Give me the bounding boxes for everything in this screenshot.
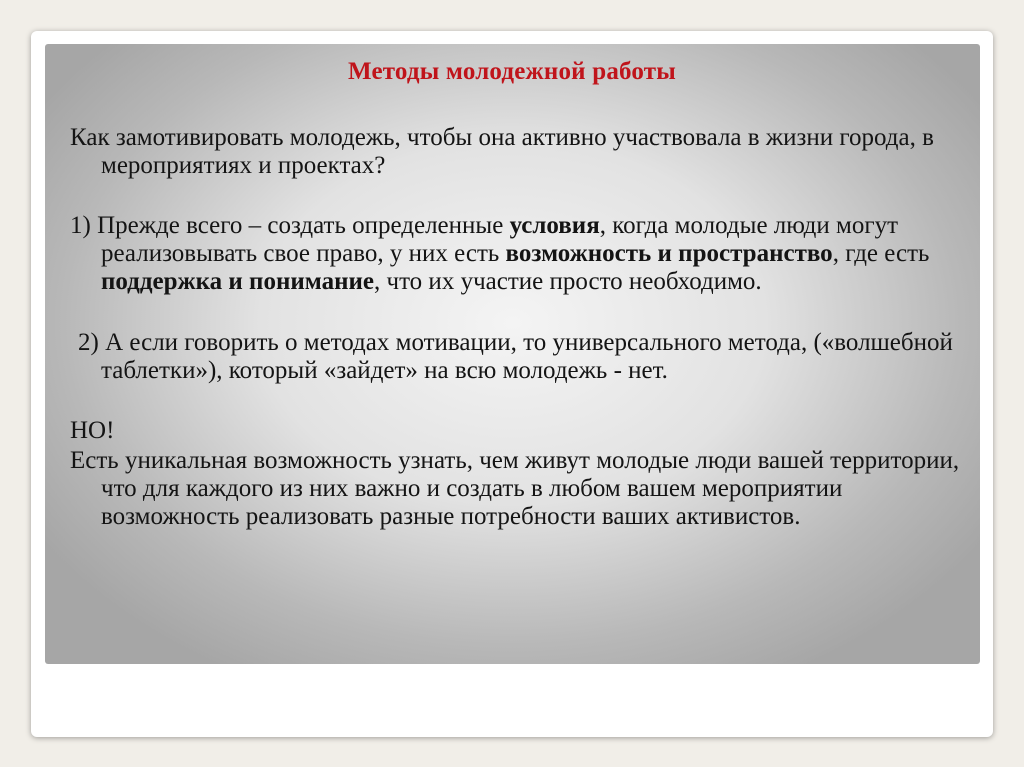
point-1-paragraph: [70, 212, 960, 296]
but-heading: НО!: [70, 417, 115, 444]
intro-paragraph: Как замотивировать молодежь, чтобы она активно участвовала в жизни города, в мероприятиях и проектах?: [70, 124, 934, 179]
point-1-text-a: 1) Прежде всего – создать определенные: [70, 212, 510, 239]
point-1-emphasis-opportunity: возможность и пространство: [505, 240, 833, 267]
slide-body: [70, 124, 960, 531]
point-1-text-e: , где есть: [832, 240, 930, 267]
slide-title: Методы молодежной работы: [348, 58, 676, 85]
point-1-emphasis-support: поддержка и понимание: [101, 268, 375, 295]
point-1-text-c: , когда молодые люди могут реализовывать свое право, у них есть: [101, 212, 899, 267]
closing-paragraph: Есть уникальная возможность узнать, чем живут молодые люди вашей территории, что для каждого из них важно и создать в любом вашем мероприятии возможность реализовать разные потребности ваших активистов.: [70, 447, 960, 530]
point-2-paragraph: 2) А если говорить о методах мотивации, то универсального метода, («волшебной таблетки»), который «зайдет» на всю молодежь - нет.: [78, 329, 953, 384]
point-1-text-g: , что их участие просто необходимо.: [374, 268, 762, 295]
point-1-emphasis-conditions: условия: [509, 212, 600, 239]
